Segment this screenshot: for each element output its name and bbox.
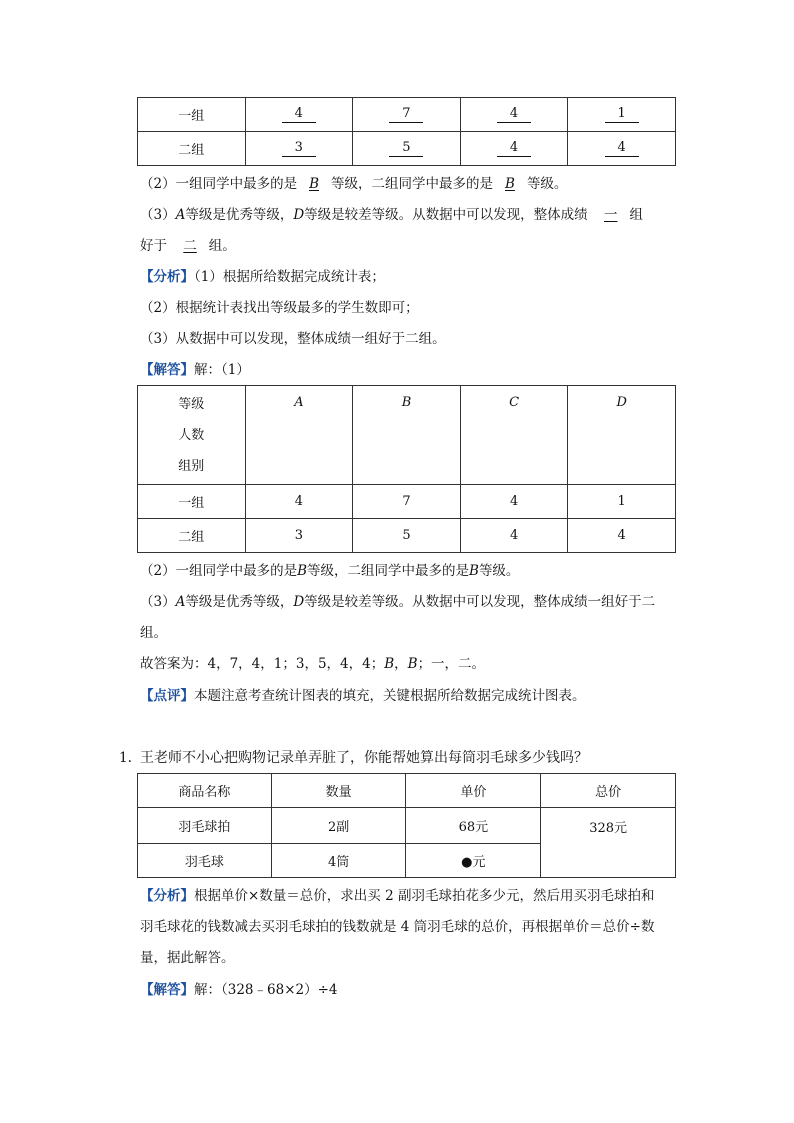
analysis-line-2: （2）根据统计表找出等级最多的学生数即可； <box>140 300 419 316</box>
table-cell: 4 <box>568 519 676 553</box>
column-header: 总价 <box>541 774 676 808</box>
table-corner-header: 等级 人数 组别 <box>138 386 246 485</box>
grade-header: B <box>353 386 461 485</box>
table-cell: 4 <box>460 485 568 519</box>
table-cell: 4 <box>245 485 353 519</box>
grade-count-table-partial <box>137 97 676 166</box>
analysis2-line-3: 量，据此解答。 <box>140 950 235 966</box>
answer-blank: B <box>505 176 515 192</box>
row-label: 二组 <box>138 132 246 166</box>
item-price: ●元 <box>406 844 541 878</box>
answer-blank: 一 <box>603 207 618 223</box>
analysis-tag: 【分析】 <box>140 888 194 904</box>
column-header: 商品名称 <box>138 774 272 808</box>
fill-blank: 3 <box>282 141 316 157</box>
answer-3-line: （3）A等级是优秀等级，D等级是较差等级。从数据中可以发现，整体成绩一组好于二 <box>140 594 656 610</box>
item-name: 羽毛球 <box>138 844 272 878</box>
fill-blank: 4 <box>497 141 531 157</box>
column-header: 数量 <box>271 774 406 808</box>
total-price: 328元 <box>541 808 676 878</box>
shopping-record-table <box>137 773 676 878</box>
table-cell: 4 <box>460 519 568 553</box>
fill-blank: 5 <box>389 141 423 157</box>
question-3-line: （3）A等级是优秀等级，D等级是较差等级。从数据中可以发现，整体成绩 一 组 <box>140 207 643 223</box>
comment-line: 【点评】本题注意考查统计图表的填充，关键根据所给数据完成统计图表。 <box>140 688 586 704</box>
item-name: 羽毛球拍 <box>138 808 272 844</box>
fill-blank: 1 <box>605 107 639 123</box>
answer-tag: 【解答】 <box>140 982 194 998</box>
item-price: 68元 <box>406 808 541 844</box>
row-label: 二组 <box>138 519 246 553</box>
analysis-line-1: 【分析】（1）根据所给数据完成统计表； <box>140 269 385 285</box>
final-answer-line: 故答案为：4，7，4，1；3，5，4，4；B，B；一，二。 <box>140 656 486 672</box>
column-header: 单价 <box>406 774 541 808</box>
problem-text: 王老师不小心把购物记录单弄脏了，你能帮她算出每筒羽毛球多少钱吗？ <box>140 750 588 766</box>
table-cell: 5 <box>353 519 461 553</box>
answer-3-line-2: 组。 <box>140 625 167 641</box>
table-cell: 3 <box>245 519 353 553</box>
answer-blank: B <box>309 176 320 192</box>
fill-blank: 7 <box>389 107 423 123</box>
answer-2-line: （2）一组同学中最多的是B等级，二组同学中最多的是B等级。 <box>140 563 520 579</box>
row-label: 一组 <box>138 485 246 519</box>
answer-blank: 二 <box>183 238 197 254</box>
table-cell: 1 <box>568 485 676 519</box>
answer-tag: 【解答】 <box>140 362 194 378</box>
fill-blank: 4 <box>605 141 639 157</box>
analysis-tag: 【分析】 <box>140 269 194 285</box>
fill-blank: 4 <box>497 107 531 123</box>
grade-count-table <box>137 385 676 553</box>
question-3-line-2: 好于 二 组。 <box>140 238 236 254</box>
answer-line: 【解答】解：（1） <box>140 362 250 378</box>
question-2-line: （2）一组同学中最多的是 B 等级，二组同学中最多的是 B 等级。 <box>140 176 568 192</box>
answer4-line: 【解答】解：（328﹣68×2）÷4 <box>140 982 338 998</box>
row-label: 一组 <box>138 98 246 132</box>
grade-header: A <box>245 386 353 485</box>
fill-blank: 4 <box>282 107 316 123</box>
grade-header: C <box>460 386 568 485</box>
analysis2-line-1: 【分析】根据单价×数量＝总价，求出买 2 副羽毛球拍花多少元，然后用买羽毛球拍和 <box>140 888 655 904</box>
table-cell: 7 <box>353 485 461 519</box>
item-qty: 4筒 <box>271 844 406 878</box>
problem-number: 1. <box>119 750 132 766</box>
analysis2-line-2: 羽毛球花的钱数减去买羽毛球拍的钱数就是 4 筒羽毛球的总价，再根据单价＝总价÷数 <box>140 919 655 935</box>
grade-header: D <box>568 386 676 485</box>
comment-tag: 【点评】 <box>140 688 194 704</box>
item-qty: 2副 <box>271 808 406 844</box>
analysis-line-3: （3）从数据中可以发现，整体成绩一组好于二组。 <box>140 331 446 347</box>
